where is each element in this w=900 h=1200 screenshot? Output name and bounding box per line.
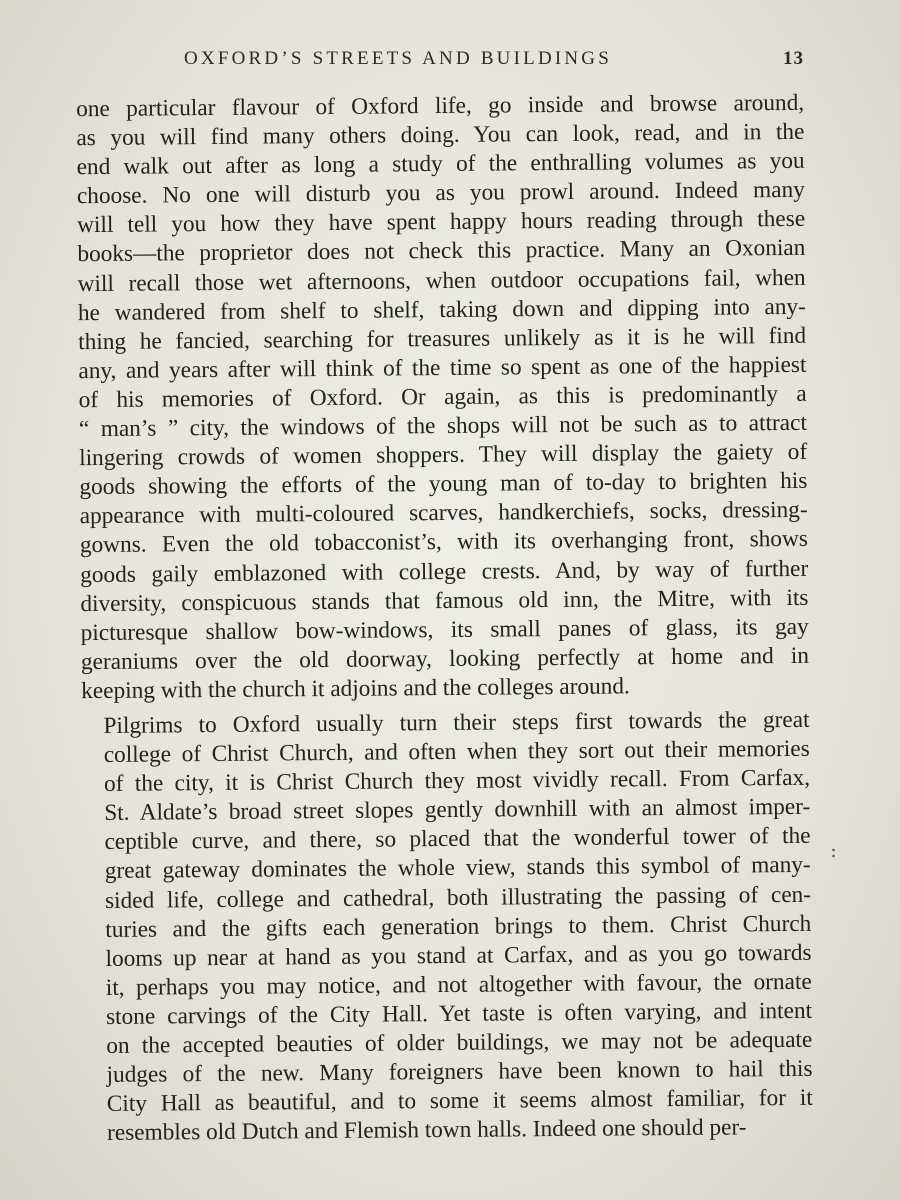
text-line: goods showing the efforts of the young man of to-day to brighten his bbox=[79, 468, 808, 501]
text-line: he wandered from shelf to shelf, taking down and dipping into any- bbox=[77, 293, 806, 326]
running-head bbox=[184, 48, 804, 70]
text-line: picturesque shallow bow-windows, its small panes of glass, its gay bbox=[80, 613, 809, 646]
text-line: geraniums over the old doorway, looking perfectly at home and in bbox=[80, 642, 810, 675]
text-line: resembles old Dutch and Flemish town halls. Indeed one should per- bbox=[106, 1114, 747, 1147]
text-line: judges of the new. Many foreigners have been known to hail this bbox=[106, 1055, 813, 1089]
text-line: looms up near at hand as you stand at Carfax, and as you go towards bbox=[105, 939, 812, 972]
text-line: on the accepted beauties of older buildings, we may not be adequate bbox=[106, 1026, 813, 1059]
text-line: thing he fancied, searching for treasures unlikely as it is he will find bbox=[78, 322, 807, 355]
text-line: books—the proprietor does not check this practice. Many an Oxonian bbox=[77, 235, 806, 268]
text-line: stone carvings of the City Hall. Yet taste is often varying, and intent bbox=[105, 997, 813, 1030]
paragraph-2 bbox=[81, 706, 813, 1149]
text-line: City Hall as beautiful, and to some it seems almost familiar, for it bbox=[106, 1084, 813, 1118]
text-line: end walk out after as long a study of the enthralling volumes as you bbox=[76, 148, 805, 181]
text-line: diversity, conspicuous stands that famous old inn, the Mitre, with its bbox=[80, 584, 809, 617]
text-line: St. Aldate’s broad street slopes gently downhill with an almost imper- bbox=[104, 794, 811, 827]
margin-specks bbox=[832, 848, 835, 858]
text-line: of his memories of Oxford. Or again, as this is predominantly a bbox=[78, 380, 807, 414]
running-title: OXFORD’S STREETS AND BUILDINGS bbox=[184, 48, 612, 69]
text-line: college of Christ Church, and often when they sort out their memories bbox=[103, 735, 810, 769]
body-text bbox=[76, 89, 813, 1149]
text-line: lingering crowds of women shoppers. They will display the gaiety of bbox=[79, 438, 808, 472]
text-line: appearance with multi-coloured scarves, handkerchiefs, socks, dressing- bbox=[79, 497, 808, 530]
page-number: 13 bbox=[783, 48, 804, 69]
text-line: ceptible curve, and there, so placed that the wonderful tower of the bbox=[104, 823, 811, 856]
text-line: gowns. Even the old tobacconist’s, with its overhanging front, shows bbox=[79, 526, 809, 559]
text-line: sided life, college and cathedral, both illustrating the passing of cen- bbox=[104, 881, 812, 914]
text-line: of the city, it is Christ Church they most vividly recall. From Carfax, bbox=[103, 764, 811, 798]
text-line: “ man’s ” city, the windows of the shops will not be such as to attract bbox=[78, 409, 808, 443]
text-line: goods gaily emblazoned with college crests. And, by way of further bbox=[80, 555, 809, 588]
text-line: keeping with the church it adjoins and the colleges around. bbox=[81, 673, 630, 705]
text-line: one particular flavour of Oxford life, go inside and browse around, bbox=[76, 89, 805, 123]
text-line: Pilgrims to Oxford usually turn their steps first towards the great bbox=[103, 706, 810, 739]
text-line: will tell you how they have spent happy hours reading through these bbox=[77, 206, 806, 239]
text-line: choose. No one will disturb you as you prowl around. Indeed many bbox=[76, 177, 805, 210]
text-line: turies and the gifts each generation brings to them. Christ Church bbox=[105, 910, 812, 943]
text-line: any, and years after will think of the time so spent as one of the happiest bbox=[78, 351, 807, 385]
paragraph-1 bbox=[76, 89, 809, 706]
text-line: as you will find many others doing. You can look, read, and in the bbox=[76, 118, 805, 152]
text-line: will recall those wet afternoons, when outdoor occupations fail, when bbox=[77, 264, 806, 297]
text-line: it, perhaps you may notice, and not altogether with favour, the ornate bbox=[105, 968, 812, 1001]
text-line: great gateway dominates the whole view, stands this symbol of many- bbox=[104, 852, 811, 885]
